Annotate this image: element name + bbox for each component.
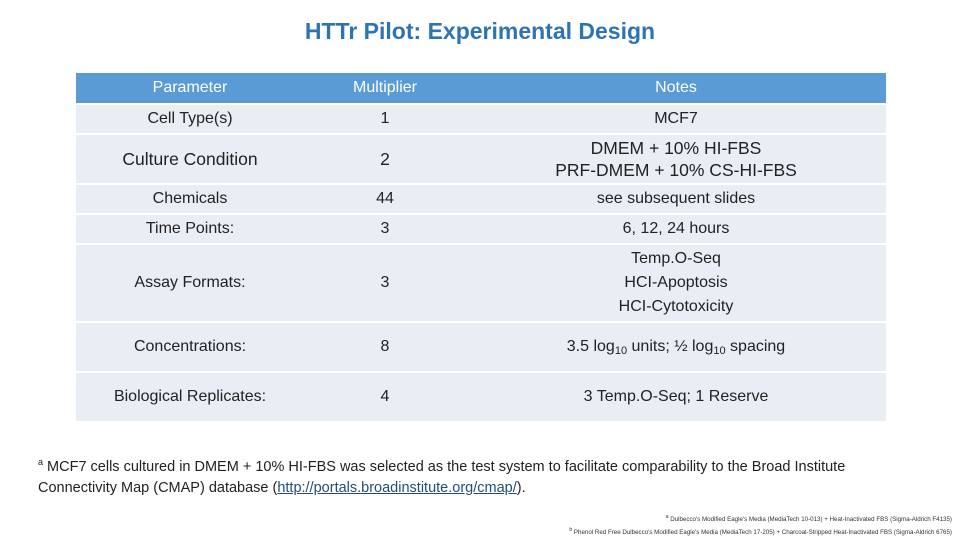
parameter-cell: Concentrations: [76, 323, 304, 371]
multiplier-cell: 8 [304, 323, 466, 371]
notes-cell [466, 135, 886, 183]
header-multiplier: Multiplier [304, 73, 466, 103]
notes-cell: MCF7 [466, 105, 886, 133]
footnote [38, 452, 918, 499]
notes-cell [466, 323, 886, 371]
multiplier-cell: 1 [304, 105, 466, 133]
header-parameter: Parameter [76, 73, 304, 103]
table-row [76, 245, 886, 321]
multiplier-cell: 3 [304, 215, 466, 243]
notes-cell [466, 245, 886, 321]
multiplier-cell: 3 [304, 245, 466, 321]
reference-marker: a [665, 514, 669, 520]
notes-line: HCI-Cytotoxicity [618, 298, 734, 315]
parameter-cell: Culture Condition [76, 135, 304, 183]
parameter-cell: Assay Formats: [76, 245, 304, 321]
table-row [76, 135, 886, 183]
table-row [76, 215, 886, 243]
footnote-text-end: ). [516, 480, 526, 496]
notes-line: PRF-DMEM + 10% CS-HI-FBS [555, 160, 797, 180]
notes-text: units; ½ log [627, 337, 714, 355]
notes-line: Temp.O-Seq [631, 250, 721, 267]
table-row [76, 185, 886, 213]
parameter-cell: Cell Type(s) [76, 105, 304, 133]
table-header-row [76, 73, 886, 103]
experimental-design-table [76, 71, 886, 423]
reference-text: Dulbecco's Modified Eagle's Media (MediaTech 10-013) + Heat-Inactivated FBS (Sigma-Aldrich F4135) [668, 516, 952, 524]
notes-cell: 3 Temp.O-Seq; 1 Reserve [466, 373, 886, 421]
cmap-link[interactable]: http://portals.broadinstitute.org/cmap/ [277, 480, 517, 496]
parameter-cell: Time Points: [76, 215, 304, 243]
reference-text: Phenol Red Free Dulbecco's Modified Eagle's Media (MediaTech 17-205) + Charcoal-Stripped Heat-Inactivated FBS (Sigma-Aldrich 6765) [572, 529, 952, 537]
multiplier-cell: 2 [304, 135, 466, 183]
notes-subscript: 10 [614, 344, 628, 357]
header-notes: Notes [466, 73, 886, 103]
notes-text: 3.5 log [566, 337, 615, 355]
reference-line [569, 525, 952, 538]
notes-cell: 6, 12, 24 hours [466, 215, 886, 243]
parameter-cell: Chemicals [76, 185, 304, 213]
slide-title: HTTr Pilot: Experimental Design [304, 18, 656, 44]
footnote-text: MCF7 cells cultured in DMEM + 10% HI-FBS was selected as the test system to facilitate comparability to the Broad Institute Connectivity Map (CMAP) database ( [38, 459, 846, 496]
notes-cell: see subsequent slides [466, 185, 886, 213]
table-row [76, 373, 886, 421]
reference-line [569, 512, 952, 525]
table-row [76, 105, 886, 133]
multiplier-cell: 4 [304, 373, 466, 421]
reference-marker: b [569, 527, 573, 534]
notes-line: HCI-Apoptosis [624, 274, 728, 291]
footnote-marker: a [38, 457, 44, 467]
table-row [76, 323, 886, 371]
references [569, 512, 952, 538]
multiplier-cell: 44 [304, 185, 466, 213]
notes-subscript: 10 [713, 344, 726, 357]
notes-line: DMEM + 10% HI-FBS [590, 138, 762, 158]
parameter-cell: Biological Replicates: [76, 373, 304, 421]
notes-text: spacing [725, 337, 786, 355]
